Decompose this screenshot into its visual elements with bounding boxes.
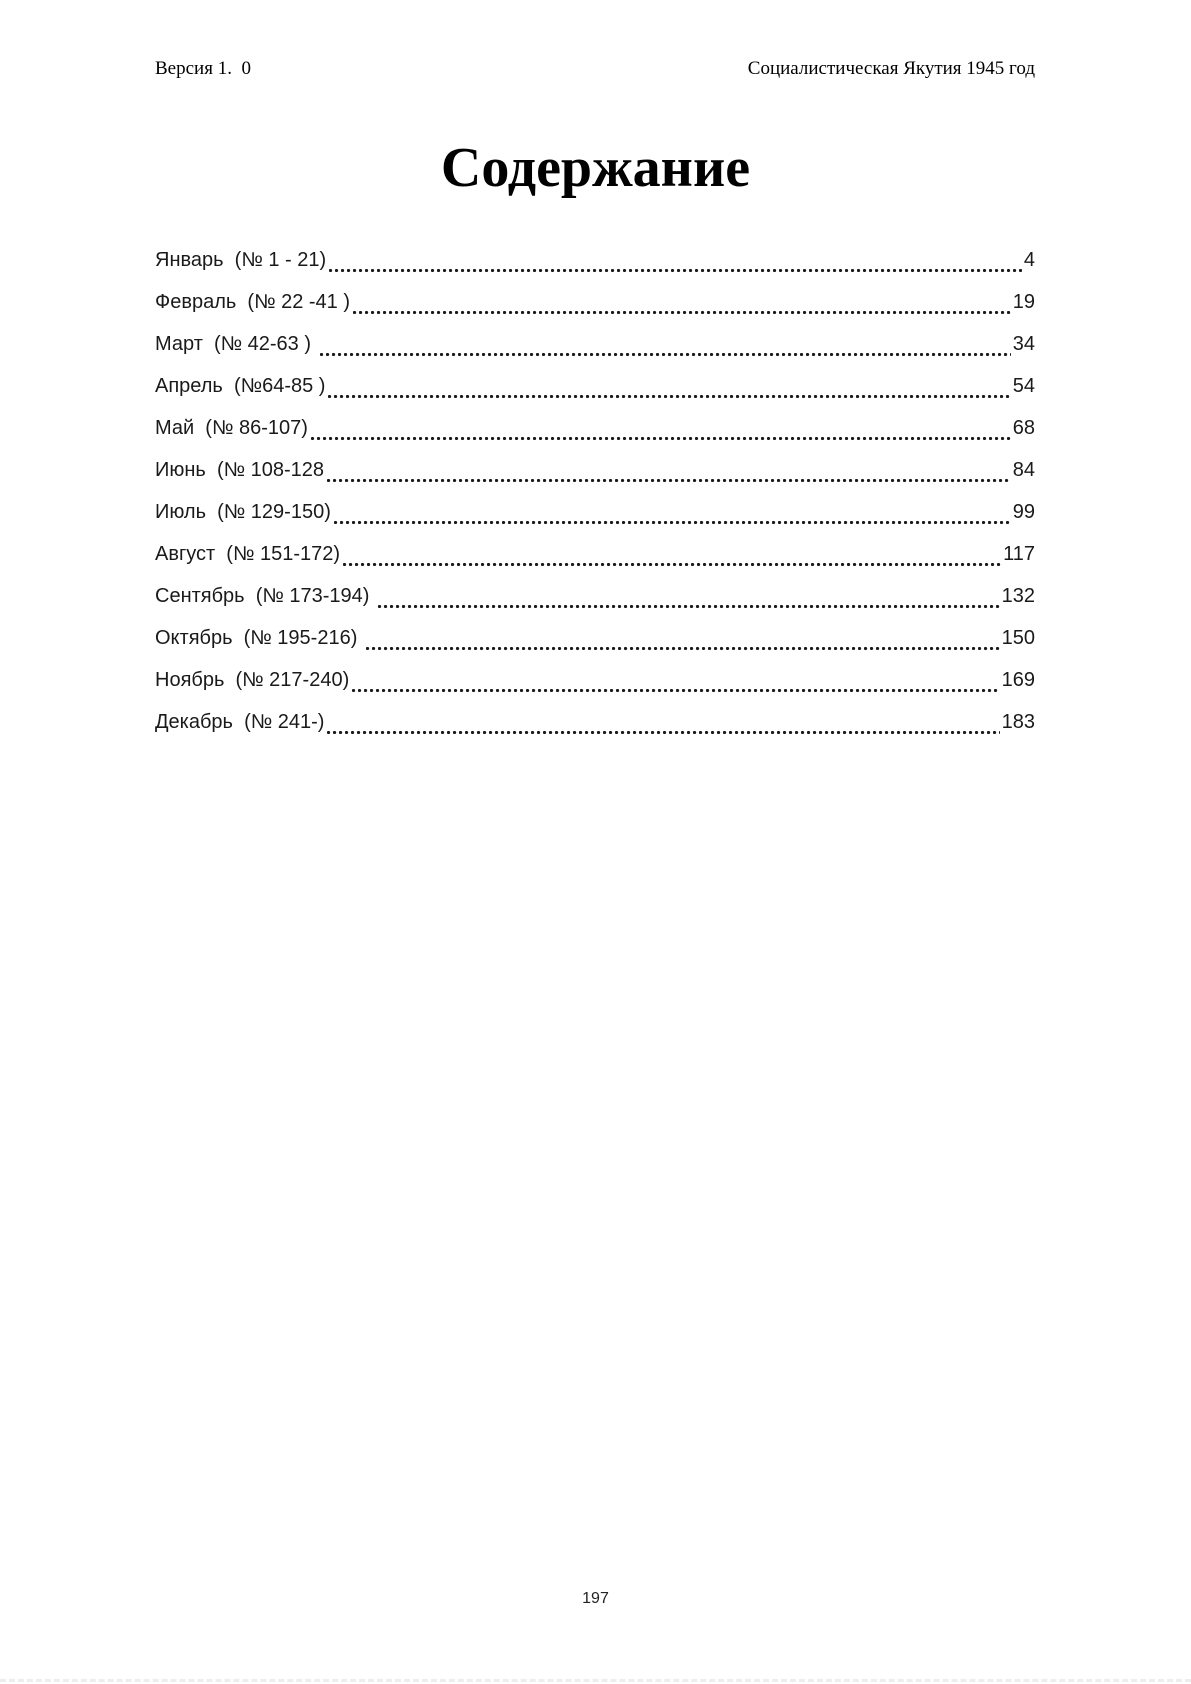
header-version-text: Версия 1. 0 [155, 58, 251, 79]
toc-entry-label: Май (№ 86-107) [155, 417, 308, 439]
toc-entry-label: Сентябрь (№ 173-194) [155, 585, 375, 607]
toc-entry-page-number: 34 [1012, 333, 1035, 355]
toc-entry-page-number: 4 [1023, 249, 1035, 271]
toc-entry [155, 239, 1035, 281]
toc-entry-label: Апрель (№64-85 ) [155, 375, 326, 397]
toc-entry-label: Январь (№ 1 - 21) [155, 249, 327, 271]
toc-entry [155, 281, 1035, 323]
toc-entry [155, 449, 1035, 491]
header-source-text: Социалистическая Якутия 1945 год [747, 58, 1035, 79]
toc-entry-page-number: 132 [1001, 585, 1035, 607]
toc-entry-page-number: 84 [1012, 459, 1035, 481]
toc-entry [155, 365, 1035, 407]
footer-page-number: 197 [582, 1590, 609, 1607]
toc-entry [155, 323, 1035, 365]
toc-entry [155, 701, 1035, 743]
toc-entry-page-number: 169 [1001, 669, 1035, 691]
toc-dotted-leader [329, 269, 1022, 272]
toc-entry [155, 659, 1035, 701]
toc-dotted-leader [327, 731, 999, 734]
toc-entry [155, 617, 1035, 659]
toc-entry-page-number: 99 [1012, 501, 1035, 523]
toc-entry [155, 575, 1035, 617]
running-header [155, 58, 1035, 80]
toc-dotted-leader [328, 395, 1010, 398]
toc-entry-label: Октябрь (№ 195-216) [155, 627, 363, 649]
toc-entry-label: Август (№ 151-172) [155, 543, 341, 565]
toc-entry [155, 491, 1035, 533]
toc-dotted-leader [343, 563, 1001, 566]
toc-entry-page-number: 183 [1001, 711, 1035, 733]
toc-dotted-leader [378, 605, 1000, 608]
toc-entry-label: Март (№ 42-63 ) [155, 333, 317, 355]
toc-dotted-leader [327, 479, 1011, 482]
toc-entry-page-number: 54 [1012, 375, 1035, 397]
toc-entry-page-number: 117 [1003, 543, 1035, 565]
toc-dotted-leader [366, 647, 1000, 650]
toc-dotted-leader [334, 521, 1011, 524]
toc-entry-page-number: 68 [1012, 417, 1035, 439]
toc-entry-label: Ноябрь (№ 217-240) [155, 669, 350, 691]
toc-entry-label: Июнь (№ 108-128 [155, 459, 325, 481]
toc-dotted-leader [353, 311, 1011, 314]
toc-dotted-leader [311, 437, 1011, 440]
toc-dotted-leader [352, 689, 999, 692]
toc-entry-label: Июль (№ 129-150) [155, 501, 331, 523]
bottom-edge-dashed-line [0, 1679, 1191, 1682]
toc-entry [155, 407, 1035, 449]
toc-entry-page-number: 19 [1012, 291, 1035, 313]
toc-entry-label: Декабрь (№ 241-) [155, 711, 325, 733]
toc-dotted-leader [320, 353, 1011, 356]
page-title: Содержание [440, 136, 751, 199]
toc-list [155, 239, 1035, 743]
toc-entry-page-number: 150 [1001, 627, 1035, 649]
toc-entry-label: Февраль (№ 22 -41 ) [155, 291, 350, 313]
toc-entry [155, 533, 1035, 575]
